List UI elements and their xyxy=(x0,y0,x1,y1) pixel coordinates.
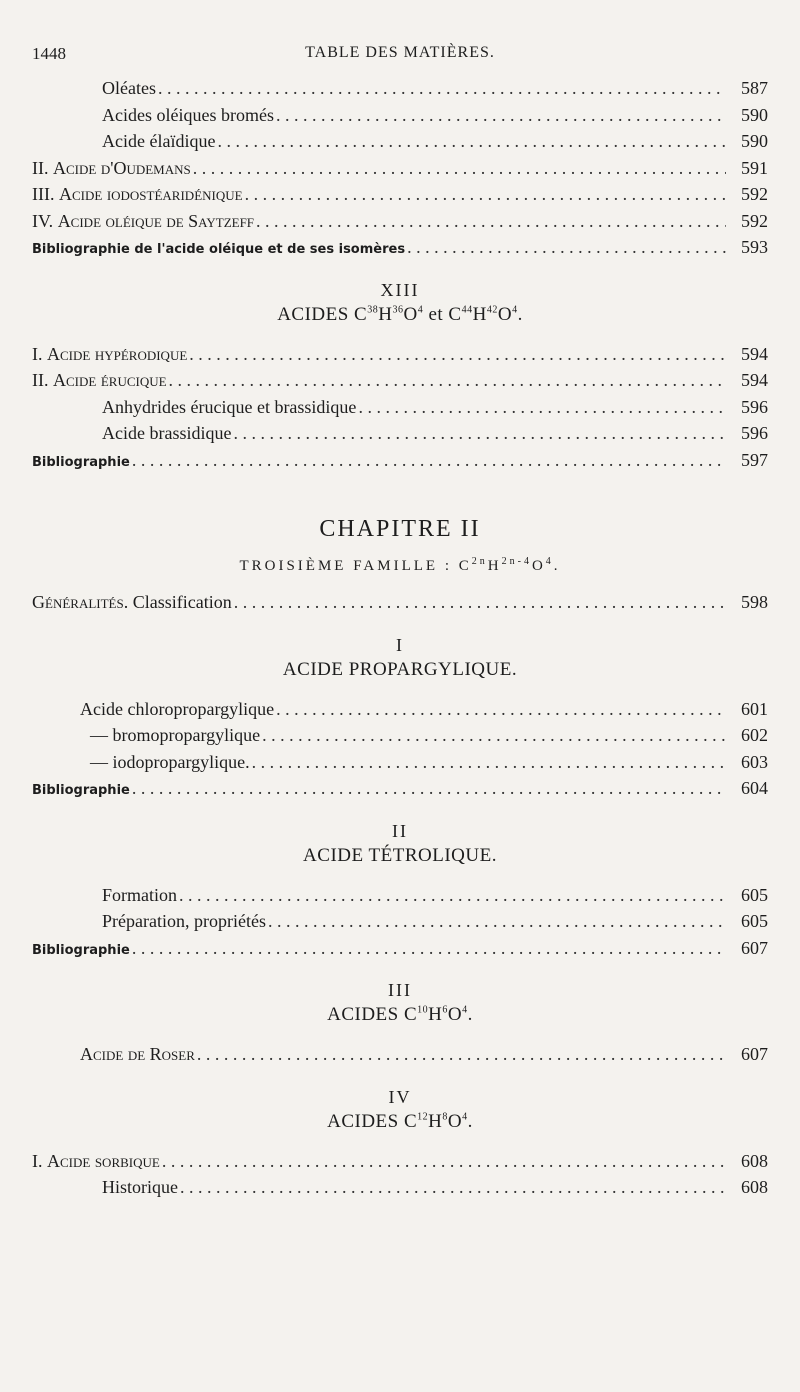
toc-entry: Historique . . . 608 xyxy=(32,1177,768,1204)
toc-entry: — iodopropargylique. . . . 603 xyxy=(32,752,768,779)
toc-entry: Acide chloropropargylique . . . 601 xyxy=(32,699,768,726)
toc-page: 596 xyxy=(741,396,768,417)
toc-page: 605 xyxy=(741,911,768,931)
toc-entry: II. Acide érucique . . . 594 xyxy=(32,370,768,397)
section-numeral: XIII xyxy=(380,279,420,300)
running-header xyxy=(32,44,768,72)
running-title: TABLE DES MATIÈRES. xyxy=(305,44,495,61)
toc-bibliography: Bibliographie de l'acide oléique et de ses isomères . . . 593 xyxy=(32,237,768,264)
toc-page: 593 xyxy=(741,237,768,257)
toc-page: 603 xyxy=(741,751,768,772)
toc-page: 592 xyxy=(741,210,768,231)
toc-entry: III. Acide iodostéaridénique . . . 592 xyxy=(32,184,768,211)
section-title: ACIDES $C^{10}H^6O^4$. xyxy=(327,1004,473,1025)
toc-entry: IV. Acide oléique de Saytzeff . . . 592 xyxy=(32,211,768,238)
toc-bibliography: Bibliographie . . . 597 xyxy=(32,450,768,477)
toc-entry: — bromopropargylique . . . 602 xyxy=(32,725,768,752)
toc-page: 602 xyxy=(741,725,768,745)
toc-page: 608 xyxy=(741,1177,768,1197)
toc-entry: Préparation, propriétés . . . 605 xyxy=(32,911,768,938)
toc-page: 591 xyxy=(741,157,768,178)
toc-entry: I. Acide sorbique . . . 608 xyxy=(32,1151,768,1178)
toc-entry: II. Acide d'Oudemans . . . 591 xyxy=(32,158,768,185)
section-numeral: III xyxy=(388,980,412,1000)
toc-page: 607 xyxy=(741,1044,768,1064)
section-numeral: IV xyxy=(388,1086,412,1107)
section-numeral: II xyxy=(392,820,408,841)
toc-page: 607 xyxy=(741,937,768,958)
toc-entry: Acide élaïdique . . . 590 xyxy=(32,131,768,158)
toc-page: 590 xyxy=(741,131,768,151)
toc-entry: Oléates . . . 587 xyxy=(32,78,768,105)
chapter-title: CHAPITRE II xyxy=(319,516,481,542)
toc-bibliography: Bibliographie . . . 607 xyxy=(32,938,768,965)
toc-entry: I. Acide hypérodique . . . 594 xyxy=(32,344,768,371)
section-numeral: I xyxy=(396,634,404,655)
toc-entry: Acide brassidique . . . 596 xyxy=(32,423,768,450)
toc-entry: Généralités. Classification . . . 598 xyxy=(32,592,768,619)
section-title: ACIDE PROPARGYLIQUE. xyxy=(282,658,518,680)
section-title: ACIDES $C^{12}H^8O^4$. xyxy=(327,1110,473,1132)
toc-page: 597 xyxy=(741,449,768,470)
toc-page: 596 xyxy=(741,423,768,443)
toc-page: 598 xyxy=(741,592,768,612)
table-of-contents xyxy=(32,78,768,1204)
toc-entry: Anhydrides érucique et brassidique . . . 596 xyxy=(32,397,768,424)
toc-entry: Formation . . . 605 xyxy=(32,885,768,912)
toc-bibliography: Bibliographie . . . 604 xyxy=(32,778,768,805)
toc-page: 604 xyxy=(741,778,768,798)
toc-page: 608 xyxy=(741,1150,768,1171)
toc-page: 587 xyxy=(741,78,768,98)
toc-entry: Acides oléiques bromés . . . 590 xyxy=(32,105,768,132)
toc-page: 605 xyxy=(741,884,768,905)
toc-entry: Acide de Roser . . . 607 xyxy=(32,1044,768,1071)
chapter-subtitle: TROISIÈME FAMILLE : $C^{2n}H^{2n-4}O^4$. xyxy=(239,556,561,574)
toc-page: 590 xyxy=(741,104,768,125)
toc-page: 592 xyxy=(741,184,768,204)
toc-page: 594 xyxy=(741,343,768,364)
section-title: ACIDE TÉTROLIQUE. xyxy=(303,844,497,866)
toc-page: 594 xyxy=(741,370,768,390)
section-title: ACIDES $C^{38}H^{36}O^4$ et $C^{44}H^{42}O^4$. xyxy=(277,303,523,325)
page-number: 1448 xyxy=(32,44,66,63)
toc-page: 601 xyxy=(741,698,768,719)
